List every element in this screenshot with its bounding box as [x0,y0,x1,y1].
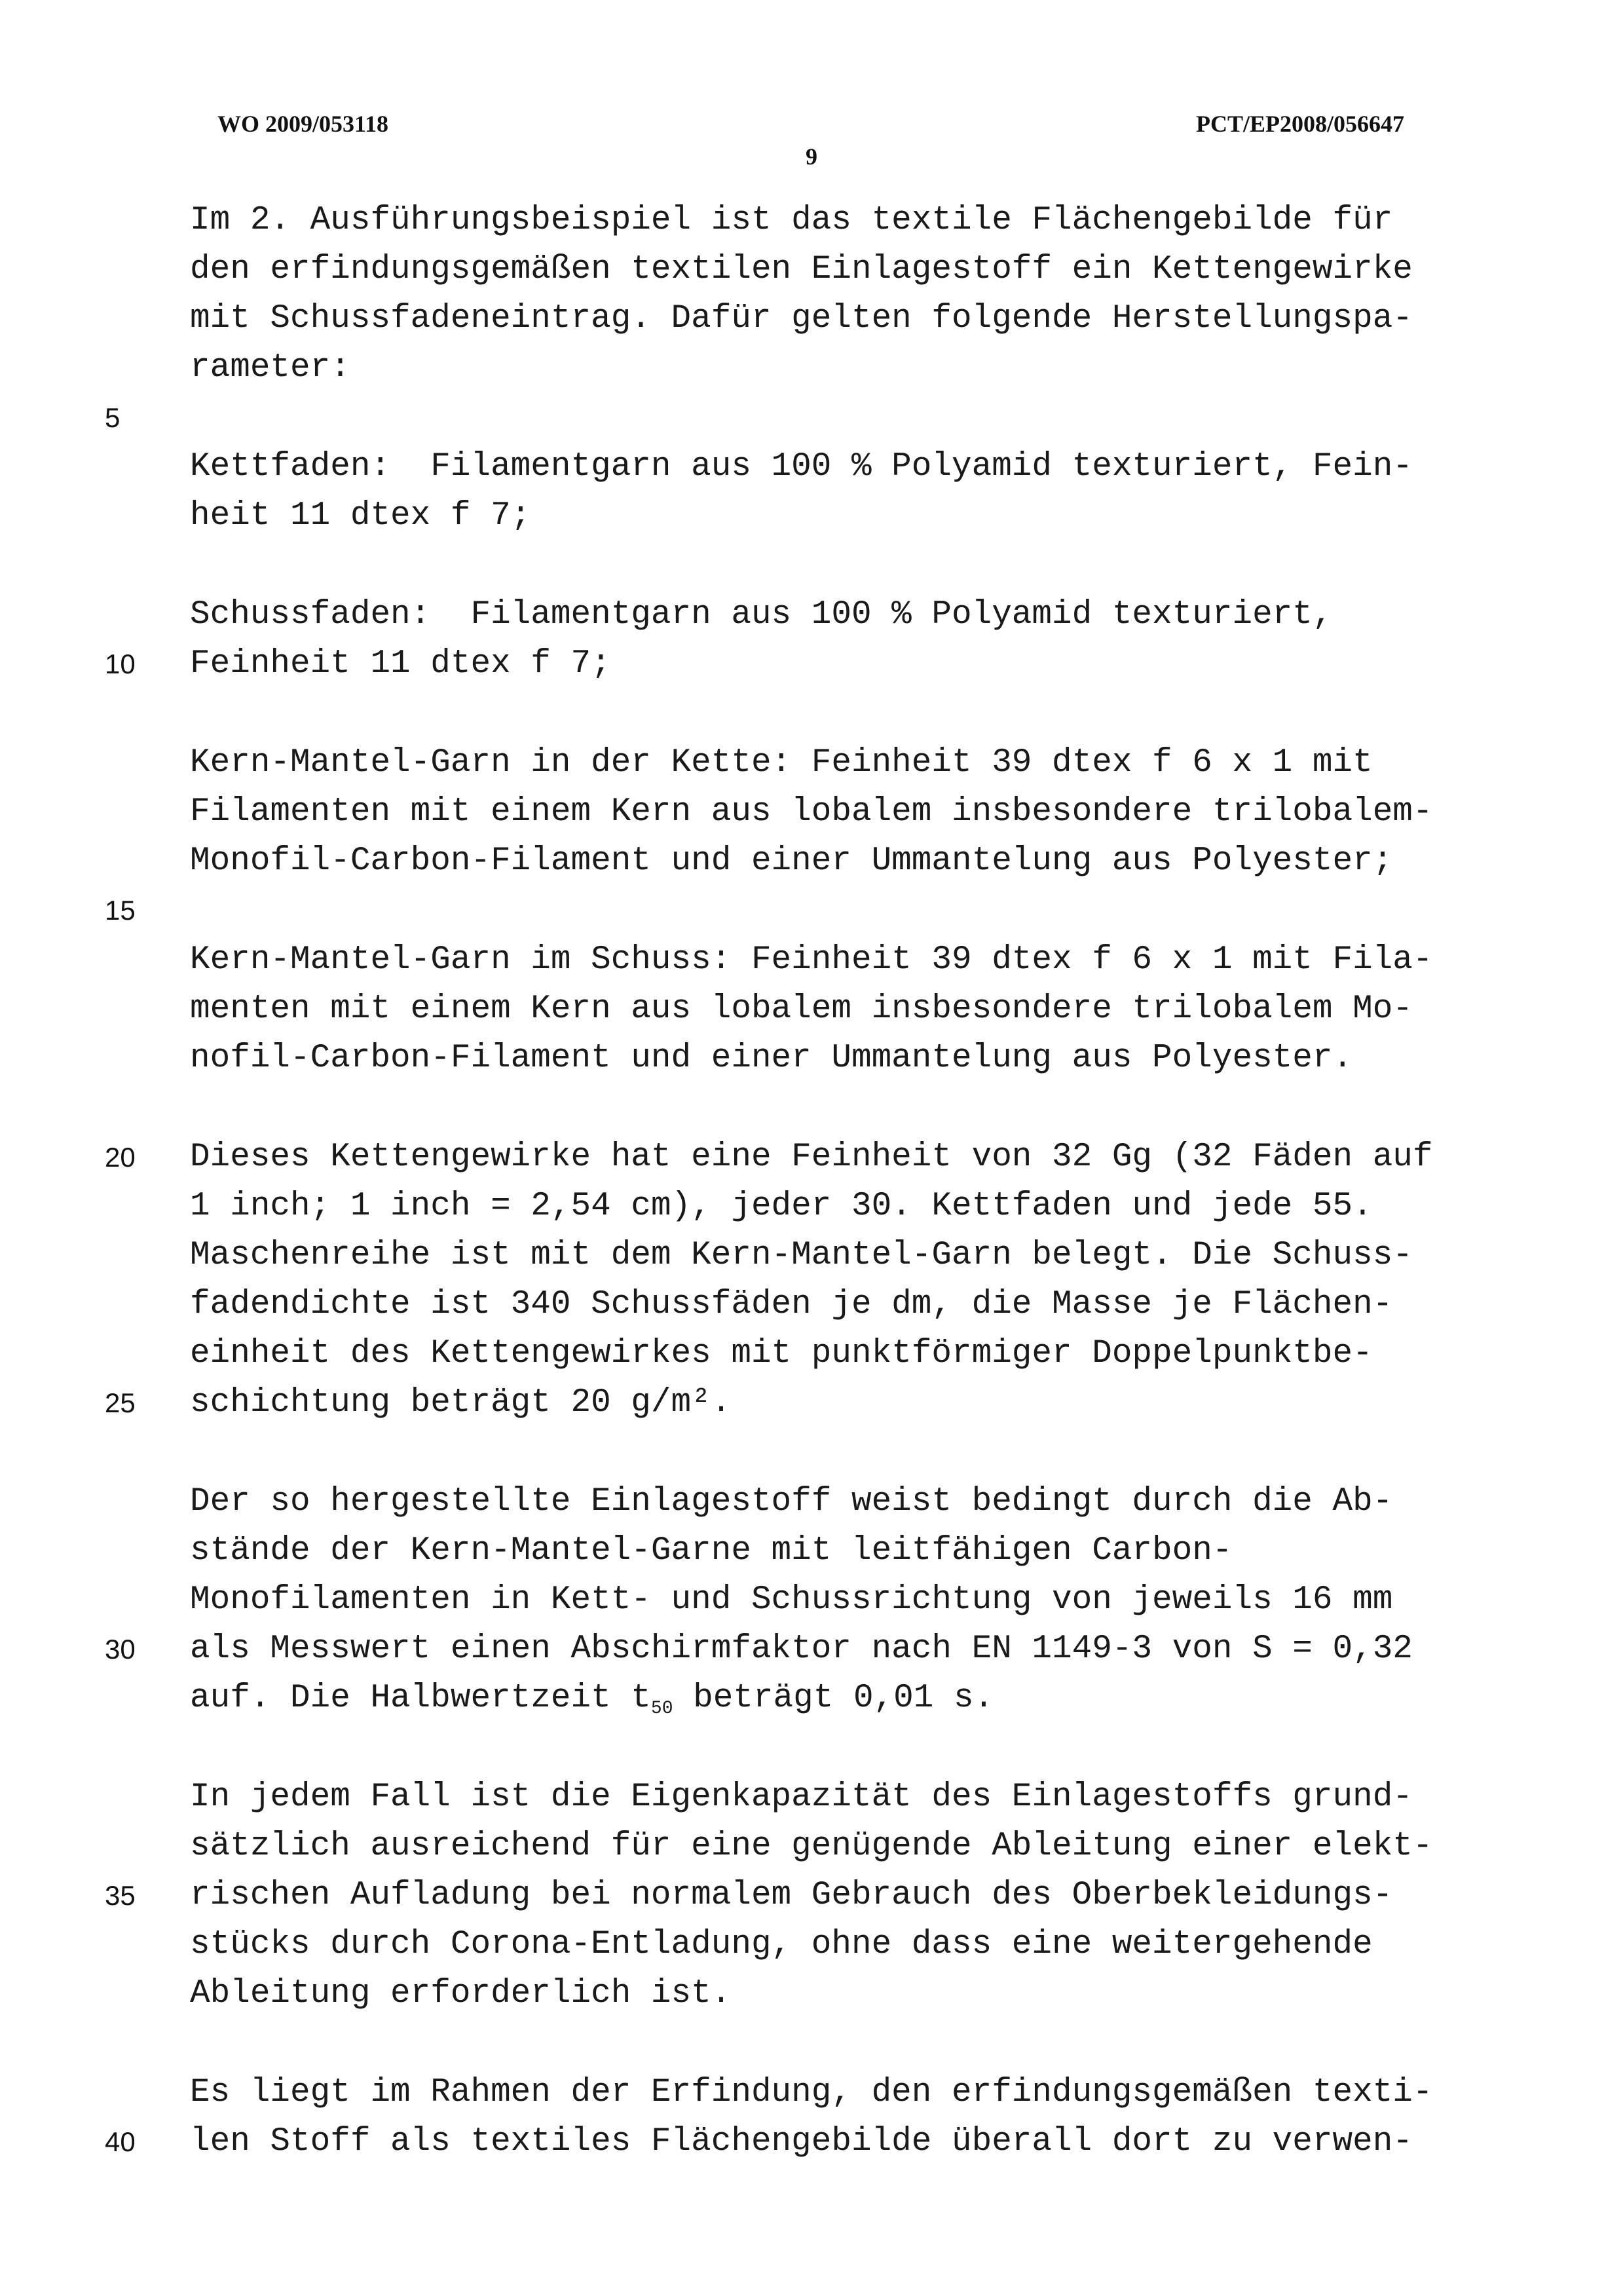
text-segment: auf. Die Halbwertzeit t [190,1680,651,1717]
line-number: 20 [105,1142,136,1173]
text-line: 1 inch; 1 inch = 2,54 cm), jeder 30. Kettfaden und jede 55. [190,1188,1373,1225]
text-line: Es liegt im Rahmen der Erfindung, den erfindungsgemäßen texti- [190,2074,1433,2111]
text-line: Kettfaden: Filamentgarn aus 100 % Polyamid texturiert, Fein- [190,448,1413,485]
text-line: Feinheit 11 dtex f 7; [190,645,611,683]
text-line: Dieses Kettengewirke hat eine Feinheit von 32 Gg (32 Fäden auf [190,1139,1433,1176]
text-line: als Messwert einen Abschirmfaktor nach EN 1149-3 von S = 0,32 [190,1630,1413,1668]
text-line: Schussfaden: Filamentgarn aus 100 % Polyamid texturiert, [190,596,1333,633]
text-line: In jedem Fall ist die Eigenkapazität des Einlagestoffs grund- [190,1778,1413,1816]
text-line: stücks durch Corona-Entladung, ohne dass eine weitergehende [190,1926,1373,1963]
text-line-with-subscript [190,1679,994,1729]
text-line: stände der Kern-Mantel-Garne mit leitfähigen Carbon- [190,1532,1233,1570]
text-line: len Stoff als textiles Flächengebilde überall dort zu verwen- [190,2123,1413,2160]
text-segment: beträgt 0,01 s. [673,1680,994,1717]
line-number: 35 [105,1880,136,1911]
text-line: den erfindungsgemäßen textilen Einlagestoff ein Kettengewirke [190,251,1413,288]
text-line: Kern-Mantel-Garn im Schuss: Feinheit 39 dtex f 6 x 1 mit Fila- [190,941,1433,979]
text-line: mit Schussfadeneintrag. Dafür gelten folgende Herstellungspa- [190,300,1413,337]
text-line: rameter: [190,349,350,386]
application-number: PCT/EP2008/056647 [1195,111,1404,137]
line-number: 10 [105,649,136,679]
text-line: heit 11 dtex f 7; [190,497,531,535]
text-line: Im 2. Ausführungsbeispiel ist das textile Flächengebilde für [190,202,1393,239]
text-line: Filamenten mit einem Kern aus lobalem insbesondere trilobalem- [190,793,1433,831]
text-line: Monofilamenten in Kett- und Schussrichtung von jeweils 16 mm [190,1581,1393,1619]
line-number: 30 [105,1634,136,1665]
text-line: sätzlich ausreichend für eine genügende Ableitung einer elekt- [190,1828,1433,1865]
line-number: 5 [105,402,121,433]
line-number: 15 [105,895,136,926]
text-line: Der so hergestellte Einlagestoff weist bedingt durch die Ab- [190,1483,1393,1520]
text-line: Monofil-Carbon-Filament und einer Ummantelung aus Polyester; [190,842,1393,880]
text-line: Ableitung erforderlich ist. [190,1975,732,2012]
text-line: Kern-Mantel-Garn in der Kette: Feinheit 39 dtex f 6 x 1 mit [190,744,1373,781]
subscript-50: 50 [650,1699,673,1719]
text-line: schichtung beträgt 20 g/m². [190,1384,732,1421]
text-line: fadendichte ist 340 Schussfäden je dm, die Masse je Flächen- [190,1286,1393,1323]
line-number: 40 [105,2126,136,2157]
page-number: 9 [806,143,817,170]
text-line: menten mit einem Kern aus lobalem insbesondere trilobalem Mo- [190,990,1413,1028]
text-line: rischen Aufladung bei normalem Gebrauch des Oberbekleidungs- [190,1877,1393,1914]
publication-number: WO 2009/053118 [217,111,389,137]
text-line: Maschenreihe ist mit dem Kern-Mantel-Garn belegt. Die Schuss- [190,1237,1413,1274]
line-number: 25 [105,1387,136,1418]
text-line: einheit des Kettengewirkes mit punktförmiger Doppelpunktbe- [190,1335,1373,1372]
text-line: nofil-Carbon-Filament und einer Ummantelung aus Polyester. [190,1040,1353,1077]
